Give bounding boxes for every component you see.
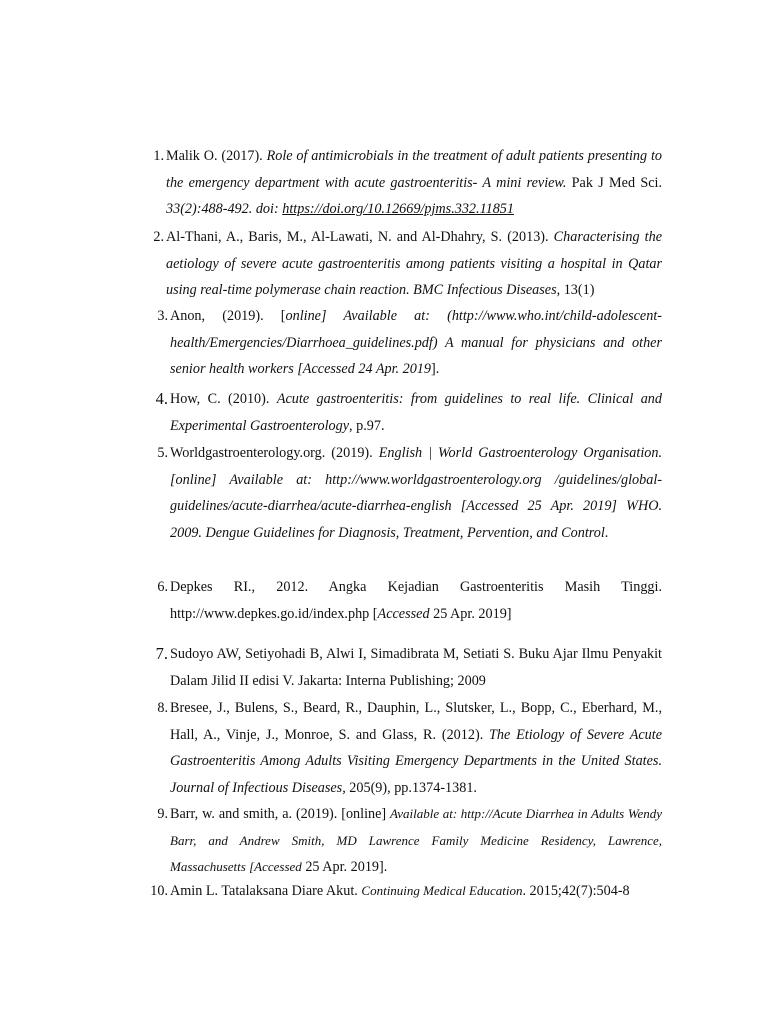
reference-text: Amin L. Tatalaksana Diare Akut. Continuing Medical Education. 2015;42(7):504-8 bbox=[170, 883, 630, 899]
reference-text: Sudoyo AW, Setiyohadi B, Alwi I, Simadibrata M, Setiati S. Buku Ajar Ilmu Penyakit Dalam Jilid II edisi V. Jakarta: Interna Publishing; 2009 bbox=[170, 646, 662, 689]
reference-number: 6. bbox=[157, 579, 168, 595]
reference-item bbox=[140, 386, 662, 439]
reference-text: Worldgastroenterology.org. (2019). English | World Gastroenterology Organisation. [online] Available at: http://www.worldgastroenterology.org /guidelines/global-guidelines/acute-diarrhea/acute-diarrhea-english [Accessed 25 Apr. 2019] WHO. 2009. Dengue Guidelines for Diagnosis, Treatment, Pervention, and Control. bbox=[170, 445, 662, 541]
reference-number: 2. bbox=[153, 229, 164, 245]
reference-number: 10. bbox=[150, 883, 168, 899]
reference-text: Barr, w. and smith, a. (2019). [online] Available at: http://Acute Diarrhea in Adults Wendy Barr, and Andrew Smith, MD Lawrence Family Medicine Residency, Lawrence, Massachusetts [Accessed 25 Apr. 2019]. bbox=[170, 806, 662, 875]
reference-item bbox=[140, 303, 662, 383]
reference-item bbox=[140, 695, 662, 801]
reference-item bbox=[140, 801, 662, 881]
reference-text: How, C. (2010). Acute gastroenteritis: from guidelines to real life. Clinical and Experimental Gastroenterology, p.97. bbox=[170, 391, 662, 434]
doi-link[interactable]: https://doi.org/10.12669/pjms.332.11851 bbox=[282, 201, 514, 217]
reference-item bbox=[140, 440, 662, 546]
reference-text: Al-Thani, A., Baris, M., Al-Lawati, N. and Al-Dhahry, S. (2013). Characterising the aetiology of severe acute gastroenteritis among patients visiting a hospital in Qatar using real-time polymerase chain reaction. BMC Infectious Diseases, 13(1) bbox=[166, 229, 663, 298]
reference-number: 3. bbox=[157, 308, 168, 324]
reference-item bbox=[140, 574, 662, 627]
reference-item bbox=[140, 224, 662, 304]
reference-item bbox=[140, 143, 662, 223]
reference-text: Depkes RI., 2012. Angka Kejadian Gastroenteritis Masih Tinggi. http://www.depkes.go.id/index.php [Accessed 25 Apr. 2019] bbox=[170, 579, 662, 622]
reference-number: 8. bbox=[157, 700, 168, 716]
reference-text: Malik O. (2017). Role of antimicrobials in the treatment of adult patients presenting to the emergency department with acute gastroenteritis- A mini review. Pak J Med Sci. 33(2):488-492. doi: https://doi.org/10.12669/pjms.332.11851 bbox=[166, 148, 662, 217]
reference-text: Bresee, J., Bulens, S., Beard, R., Dauphin, L., Slutsker, L., Bopp, C., Eberhard, M., Hall, A., Vinje, J., Monroe, S. and Glass, R. (2012). The Etiology of Severe Acute Gastroenteritis Among Adults Visiting Emergency Departments in the United States. Journal of Infectious Diseases, 205(9), pp.1374-1381. bbox=[170, 700, 662, 796]
reference-number: 5. bbox=[157, 445, 168, 461]
reference-number: 1. bbox=[153, 148, 164, 164]
reference-number: 9. bbox=[157, 806, 168, 822]
reference-number: 7. bbox=[155, 644, 168, 663]
reference-number: 4. bbox=[155, 389, 168, 408]
reference-item bbox=[140, 641, 662, 694]
reference-text: Anon, (2019). [online] Available at: (http://www.who.int/child-adolescent-health/Emergencies/Diarrhoea_guidelines.pdf) A manual for physicians and other senior health workers [Accessed 24 Apr. 2019]. bbox=[170, 308, 662, 377]
reference-item bbox=[140, 878, 662, 905]
